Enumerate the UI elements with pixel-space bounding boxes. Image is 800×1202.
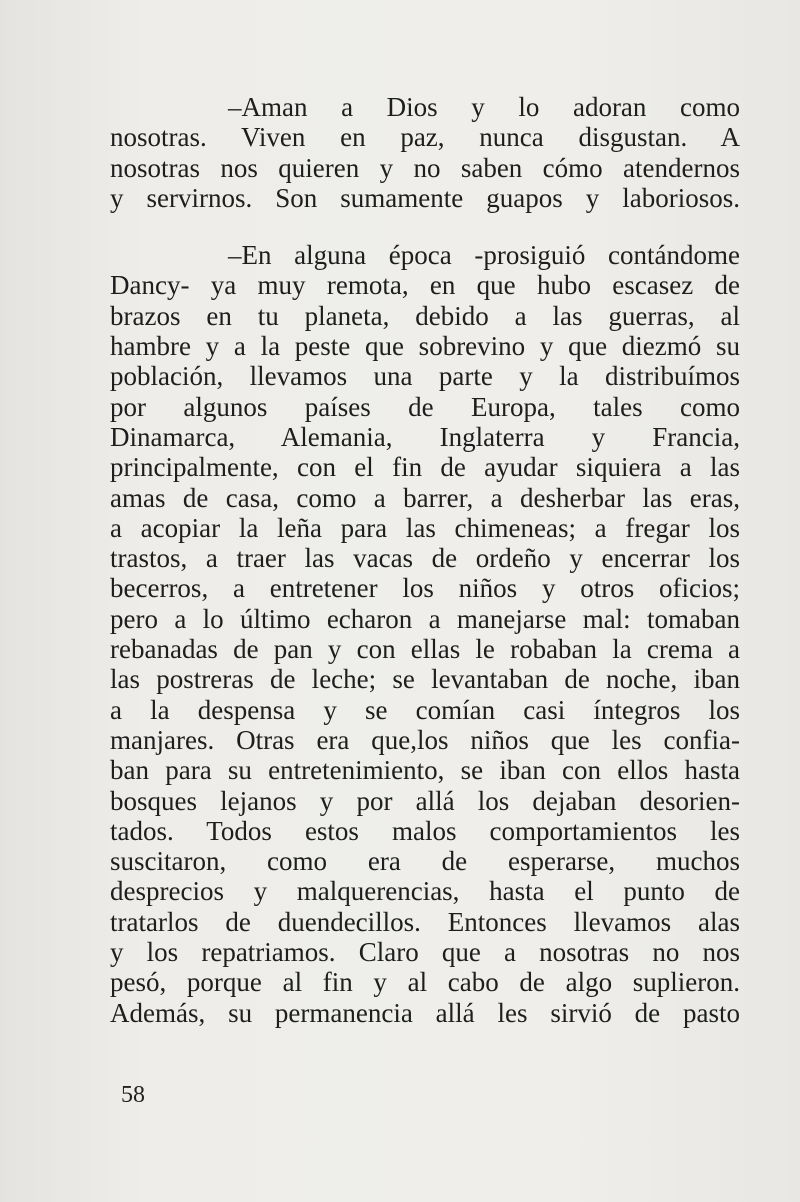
text-line: Además, su permanencia allá les sirvió de pasto xyxy=(110,997,740,1028)
page-number: 58 xyxy=(121,1082,145,1108)
paragraph xyxy=(110,240,740,1028)
paragraph-gap xyxy=(110,213,740,240)
text-line: tratarlos de duendecillos. Entonces llevamos alas xyxy=(110,906,740,937)
text-line: y servirnos. Son sumamente guapos y laboriosos. xyxy=(110,182,740,213)
text-line: nosotras nos quieren y no saben cómo atendernos xyxy=(110,152,740,183)
text-line: Dancy- ya muy remota, en que hubo escasez de xyxy=(110,270,740,301)
text-line: a acopiar la leña para las chimeneas; a fregar los xyxy=(110,512,740,543)
text-line: manjares. Otras era que,los niños que les confia- xyxy=(110,724,740,755)
text-line: las postreras de leche; se levantaban de noche, iban xyxy=(110,664,740,695)
text-line: –En alguna época -prosiguió contándome xyxy=(228,240,740,271)
text-line: población, llevamos una parte y la distribuímos xyxy=(110,361,740,392)
text-line: pero a lo último echaron a manejarse mal: tomaban xyxy=(110,603,740,634)
text-line: suscitaron, como era de esperarse, muchos xyxy=(110,846,740,877)
text-line: tados. Todos estos malos comportamientos les xyxy=(110,815,740,846)
text-line: pesó, porque al fin y al cabo de algo suplieron. xyxy=(110,967,740,998)
text-line: trastos, a traer las vacas de ordeño y encerrar los xyxy=(110,543,740,574)
text-line: principalmente, con el fin de ayudar siquiera a las xyxy=(110,452,740,483)
text-line: desprecios y malquerencias, hasta el punto de xyxy=(110,876,740,907)
text-line: y los repatriamos. Claro que a nosotras no nos xyxy=(110,937,740,968)
text-line: por algunos países de Europa, tales como xyxy=(110,391,740,422)
text-line: ban para su entretenimiento, se iban con ellos hasta xyxy=(110,755,740,786)
text-line: rebanadas de pan y con ellas le robaban la crema a xyxy=(110,634,740,665)
text-line: brazos en tu planeta, debido a las guerras, al xyxy=(110,300,740,331)
text-line: bosques lejanos y por allá los dejaban desorien- xyxy=(110,785,740,816)
text-line: nosotras. Viven en paz, nunca disgustan. A xyxy=(110,122,740,153)
text-line: a la despensa y se comían casi íntegros los xyxy=(110,694,740,725)
body-text xyxy=(110,92,740,1028)
text-line: hambre y a la peste que sobrevino y que diezmó su xyxy=(110,331,740,362)
paragraph xyxy=(110,92,740,213)
text-line: –Aman a Dios y lo adoran como xyxy=(228,92,740,122)
text-line: becerros, a entretener los niños y otros oficios; xyxy=(110,573,740,604)
text-line: amas de casa, como a barrer, a desherbar las eras, xyxy=(110,482,740,513)
text-line: Dinamarca, Alemania, Inglaterra y Francia, xyxy=(110,421,740,452)
